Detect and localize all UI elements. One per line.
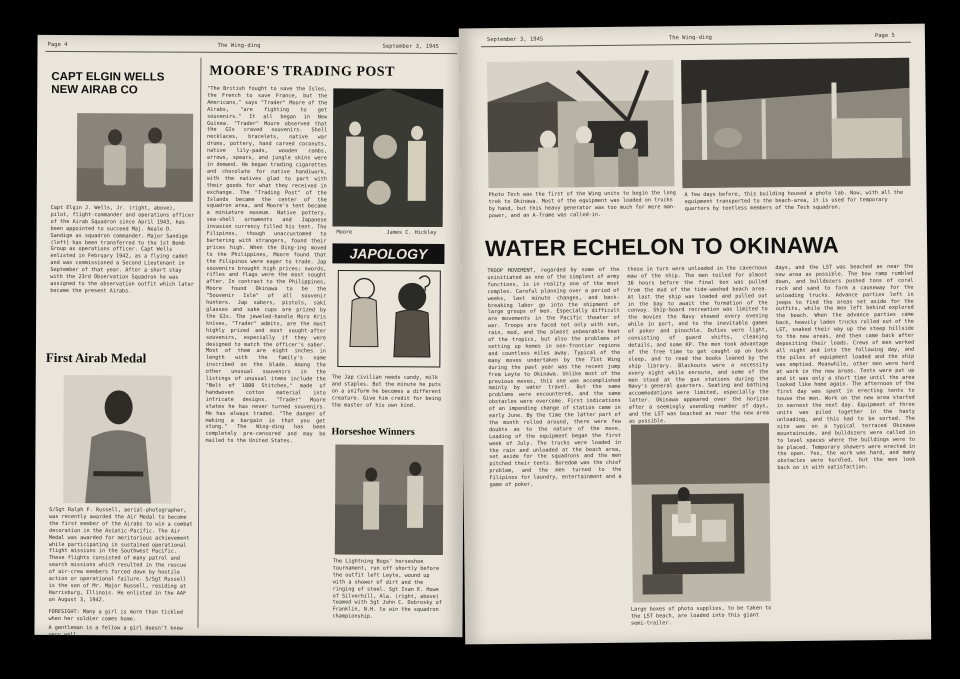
horseshoe-photo: [335, 444, 444, 555]
foresight-note: FORESIGHT: Many a girl is more than tickled when her soldier comes home.: [48, 608, 183, 623]
generator-loading-photo: [487, 60, 674, 188]
water-echelon-headline: WATER ECHELON TO OKINAWA: [484, 232, 840, 262]
left-page-number: Page 4: [47, 41, 68, 49]
empty-building-photo: [681, 58, 910, 188]
russell-photo: [63, 375, 172, 504]
article-column-1: TROOP MOVEMENT, regarded by some of the uninitiated as one of the simplest of army functions, is in reality one of the most complex. Careful planning over a period of weeks, last minute changes, and back-breaking labor go into the shipment of large groups of men. Especially difficult are movements in the Pacific theater of war. Troops are faced not only with sun, rain, mud, and the almost unbearable heat of the tropics, but also the problems of setting up homes in non-frontier regions and countless miles away. Typical of the many moves undertaken by the 71st Wing during the past year was the recent jump from Leyte to Okinawa. Unlike most of the previous moves, this one was accomplished mainly by water travel. But the same problems were encountered, and the same obstacles were overcome. First indications of an impending change of station came in early June. By the time the latter part of the month rolled around, there were few doubts as to the nature of the move. Loading of the equipment began the first week of July. The trucks were loaded in the rain and unloaded at the beach area, set aside for the squadrons and the men pitched their tents. Boredom was the chief problem, and the men turned to the Filipinos for laundry, entertainment and a game of poker.: [487, 266, 622, 489]
building-caption: A few days before, this building housed a photo lab. Now, with all the equipment transported to the beach-area, it is used for temporary quarters by tentless members of the Tech squadron.: [684, 189, 904, 212]
medal-headline: First Airab Medal: [45, 349, 147, 366]
hickley-caption: James C. Hickley: [386, 229, 437, 236]
left-header-rule: [45, 51, 457, 54]
moore-hickley-photo: [333, 88, 444, 227]
generator-caption: Photo Tech was the first of the Wing units to begin the long trek to Okinawa. Most of the equipment was loaded on trucks by hand, but this heavy generator was too much for mere man-power, and an A-frame was called-in.: [488, 190, 677, 219]
japology-cartoon: [334, 266, 445, 371]
semi-trailer-photo: [631, 423, 771, 602]
wells-sandige-photo: [77, 113, 193, 202]
japology-title: JAPOLOGY: [332, 243, 444, 264]
gentleman-quip: A gentleman is a fellow a girl doesn't know very well.: [48, 624, 183, 639]
wells-headline: CAPT ELGIN WELLS NEW AIRAB CO: [51, 70, 165, 97]
right-page-number: Page 5: [874, 32, 895, 40]
right-page: [459, 24, 931, 645]
trading-headline: MOORE'S TRADING POST: [209, 63, 395, 80]
right-date: September 3, 1945: [486, 36, 544, 44]
semi-trailer-caption: Large boxes of photo supplies, to be taken to the LST beach, are loaded into this giant semi-trailer.: [630, 605, 772, 627]
wells-caption: Capt Elgin J. Wells, Jr. (right, above), pilot, flight-commander and operations officer of the Airab Squadron since April 1943, has been appointed to succeed Maj. Neale D. Sandige as squadron commander. Major Sandige (left) has been transferred to the 1st Bomb Group as operations officer. Capt Wells enlisted in February 1942, as a flying cadet and was commissioned a Second Lieutenant in September of that year. After a short stay with the 23rd Observation Squadron he was assigned to the observation outfit which later became the present Airabs.: [50, 204, 195, 295]
horseshoe-headline: Horseshoe Winners: [331, 426, 415, 438]
japology-caption: The Jap civilian needs candy, milk and staples. But the minute he puts on a uniform he becomes a different creature. Give him credit for being the master of his own kind.: [331, 374, 442, 409]
medal-caption: S/Sgt Ralph F. Russell, aerial-photographer, was recently awarded the Air Medal to become the first member of the Airabs to win a combat decoration in the Asiatic-Pacific. The Air Medal was awarded for meritorious achievement while participating in sustained operational flight missions in the Southwest Pacific. These flights consisted of many patrol and search missions which resulted in the rescue of air-crew members forced down by hostile action or operational failure. S/Sgt Russell is the son of Mr. Major Russell, residing at Harrisburg, Illinois. He enlisted in the AAF on August 3, 1942.: [48, 506, 193, 604]
trading-body: "The British fought to save the Isles, the French to save France, but the Americans," says "Trader" Moore of the Airabs, "are fighting to get souvenirs." It all began in New Guinea. "Trader" Moore observed that the GIs craved souvenirs. Shell necklaces, bracelets, native war drums, pottery, hand carved coconuts, native lily-pads, wooden combs, arrows, spears, and jungle skins were in demand. He began trading cigarettes and chocolate for native handiwork, with the natives glad to part with their goods for what they received in exchange. The "Trading Post" of the Islands became the center of the squadron area, and Moore's tent became a miniature museum. Native pottery, sea-shell ornaments and Japanese invasion currency filled his tent. The Filipinos, though unaccustomed to bartering with strangers, found their prices high. When the Ding-ing moved to the Philippines, Moore found that the Filipinos were eager to trade. Jap souvenirs brought high prices; swords, rifles and flags were the most sought after. In contrast to the Philippines, Moore found Okinawa to be the "Souvenir Isle" of all souvenir hunters. Jap sabers, pistols, saki glasses and sake cups are prized by the GIs. The jeweled-handle Moro Kris knives, "Trader" admits, are the most highly prized and most sought-after souvenirs, especially if they were designed to match the officer's saber. Most of them are eight inches in length with the family's name inscribed on the blade. Among the other unusual souvenirs in the listings of unusual items include the "Belt of 1000 Stitches," made of handwoven cotton material into intricate designs. "Trader" Moore states he has never turned souvenirs. He has always traded. "The danger of making a bargain is that you get stung." The Wing-ding has been completely pre-censored and may be mailed to the United States.: [205, 85, 328, 445]
right-header-rule: [481, 42, 911, 48]
right-paper-name: The Wing-ding: [668, 34, 712, 42]
left-paper-name: The Wing-ding: [217, 42, 261, 50]
left-column-rule: [197, 58, 201, 628]
left-page: [34, 35, 465, 637]
moore-caption: Moore: [336, 229, 353, 236]
article-column-3: days, and the LST was beached as near the new area as possible. The bow ramp rumbled down, and bulldozers pushed tons of coral rock and sand to form a causeway for the unloading trucks. Advance parties left in jeeps to find the areas set aside for the outfits, while the men left behind explored the beach. When the advance parties came back, heavily laden trucks rolled out of the LST, snaked their way up the steep hillside to the new areas, and then came back after depositing their loads. Crews of men worked all night and into the following day, and the piles of equipment loaded and the ship was emptied. Meanwhile, other men were hard at work in the new areas. Tents were put up and it was only a short time until the area looked like home again. The afternoon of the first day was spent in erecting tents to house the men. Work on the new area started in earnest the next day. Equipment of three units was piled together in the hasty unloading, and this had to be sorted. The site was on a typical terraced Okinawa mountainside, and bulldozers were called in to level spaces where the buildings were to be placed. Temporary showers were erected in the open. Yes, the work was hard, and many obstacles were hurdled, but the men look back on it with satisfaction.: [775, 263, 916, 472]
article-column-2: these in turn were unloaded in the cavernous maw of the ship. The men toiled for almost 36 hours before the final box was pulled from the mud of the tide-washed beach area. At last the ship was loaded and pulled out in the bay to await the formation of the convoy. Ship-board recreation was limited to the movies the Navy showed every evening while in port, and to the inevitable games of poker and pinochle. Duties were light, consisting of guard shifts, cleaning details, and some KP. The men took advantage of the free time to get caught up on back sleep, and to read the books loaned by the ship library. Blackouts were a necessity every night while enroute, and some of the men stood at the gun stations during the Navy's general quarters. Seating and bathing accommodations were limited, especially the latter. Okinawa appeared over the horizon after a seemingly unending number of days, and the LST was beached as near the new area as possible.: [627, 265, 769, 425]
horseshoe-caption: The Lightning Bugs' horseshoe tournament, run off shortly before the outfit left Leyte, wound up with a shower of dirt and the ringing of steel. Sgt Ivan E. Howe of Silverhill, Ala. (right, above) teamed with Sgt John C. Dobrosky of Franklin, N.H. to win the squadron championship.: [332, 558, 442, 620]
left-date: September 3, 1945: [382, 43, 439, 50]
